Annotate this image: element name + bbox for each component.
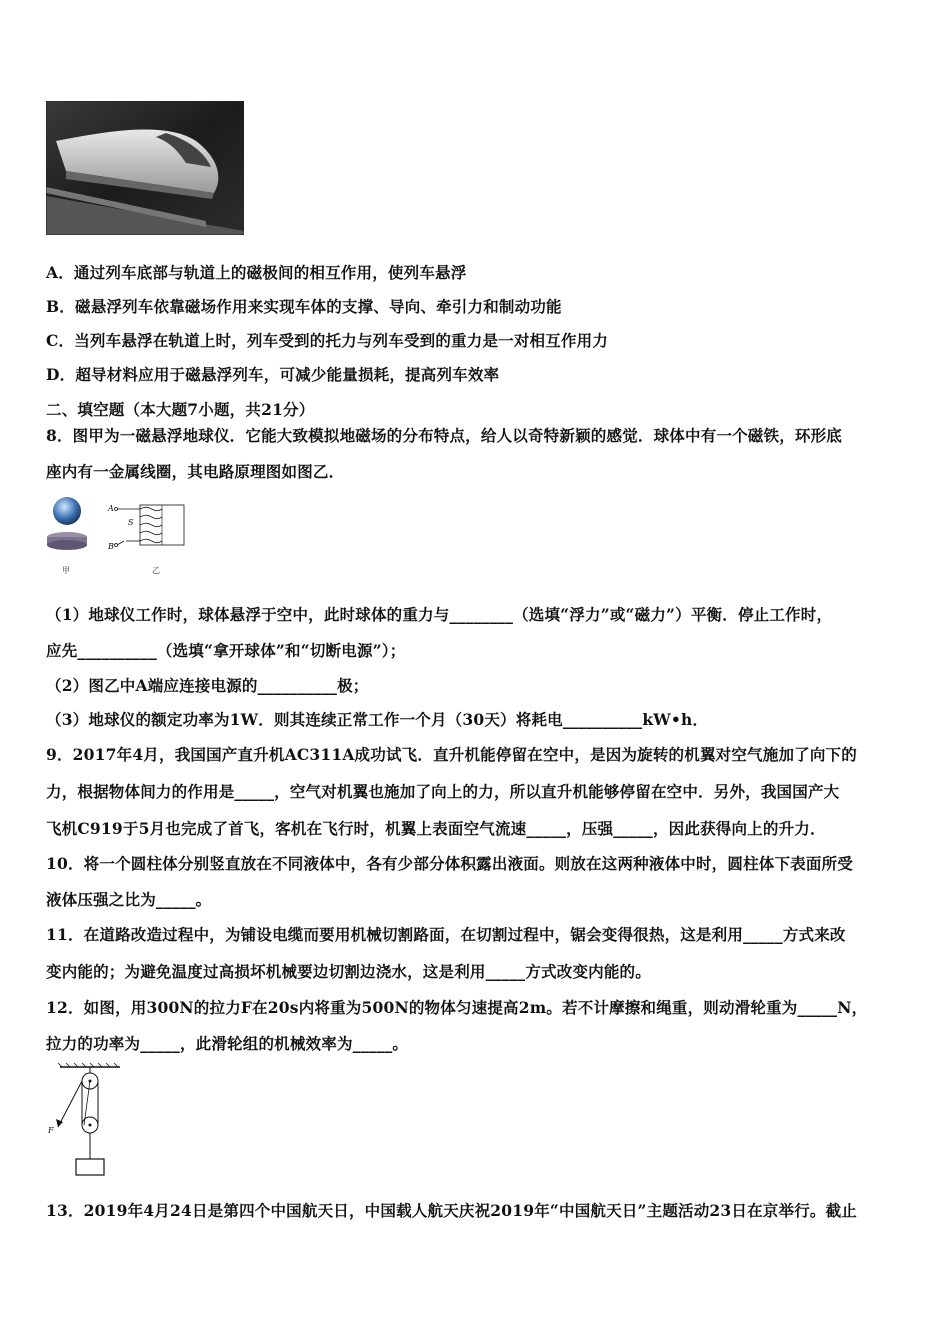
q11-line-2: 变内能的；为避免温度过高损坏机械要边切割边浇水，这是利用_____方式改变内能的。 (46, 962, 651, 981)
q12-line-2: 拉力的功率为_____，此滑轮组的机械效率为_____。 (46, 1034, 409, 1053)
switch-s-label: S (128, 518, 134, 527)
figure-yi-label: 乙 (152, 566, 160, 575)
section-title: 二、填空题（本大题7小题，共21分） (46, 400, 315, 419)
option-b: B．磁悬浮列车依靠磁场作用来实现车体的支撑、导向、牵引力和制动功能 (46, 297, 562, 316)
maglev-train-photo (46, 101, 244, 235)
q8-sub3: （3）地球仪的额定功率为1W．则其连续正常工作一个月（30天）将耗电__________kW•h． (46, 710, 709, 729)
q12-line-1: 12．如图，用300N的拉力F在20s内将重为500N的物体匀速提高2m。若不计摩擦和绳重，则动滑轮重为_____N， (46, 998, 868, 1017)
q8-sub1-line-2: 应先__________（选填“拿开球体”和“切断电源”）； (46, 641, 406, 660)
option-a: A．通过列车底部与轨道上的磁极间的相互作用，使列车悬浮 (46, 263, 467, 282)
q8-line-2: 座内有一金属线圈，其电路原理图如图乙． (46, 462, 345, 481)
q8-sub2: （2）图乙中A端应连接电源的__________极； (46, 676, 369, 695)
q11-line-1: 11．在道路改造过程中，为铺设电缆而要用机械切割路面，在切割过程中，锯会变得很热，这是利用_____方式来改 (46, 925, 846, 944)
weight-block-icon (76, 1159, 104, 1175)
globe-icon (53, 497, 81, 525)
maglev-globe-figure (44, 493, 204, 577)
q9-line-1: 9．2017年4月，我国国产直升机AC311A成功试飞．直升机能停留在空中，是因为旋转的机翼对空气施加了向下的 (46, 745, 857, 764)
figure-jia-label: 甲 (62, 566, 70, 575)
q9-line-3: 飞机C919于5月也完成了首飞，客机在飞行时，机翼上表面空气流速_____，压强_____，因此获得向上的升力． (46, 819, 826, 838)
q8-sub1-line-1: （1）地球仪工作时，球体悬浮于空中，此时球体的重力与________（选填“浮力”或“磁力”）平衡．停止工作时， (46, 605, 833, 624)
q13-line-1: 13．2019年4月24日是第四个中国航天日，中国载人航天庆祝2019年“中国航天日”主题活动23日在京举行。截止 (46, 1201, 858, 1220)
q10-line-2: 液体压强之比为_____。 (46, 890, 212, 909)
q10-line-1: 10．将一个圆柱体分别竖直放在不同液体中，各有少部分体积露出液面。则放在这两种液体中时，圆柱体下表面所受 (46, 854, 853, 873)
option-c: C．当列车悬浮在轨道上时，列车受到的托力与列车受到的重力是一对相互作用力 (46, 331, 609, 350)
switch-icon (117, 541, 124, 545)
option-d: D．超导材料应用于磁悬浮列车，可减少能量损耗，提高列车效率 (46, 365, 500, 384)
force-f-label: F (48, 1126, 54, 1135)
pulley-system-figure (44, 1063, 124, 1179)
q9-line-2: 力，根据物体间力的作用是_____，空气对机翼也施加了向上的力，所以直升机能够停留在空中．另外，我国国产大 (46, 782, 840, 801)
terminal-b-label: B (108, 542, 114, 551)
q8-line-1: 8．图甲为一磁悬浮地球仪．它能大致模拟地磁场的分布特点，给人以奇特新颖的感觉．球体中有一个磁铁，环形底 (46, 426, 842, 445)
terminal-a-label: A (108, 504, 114, 513)
